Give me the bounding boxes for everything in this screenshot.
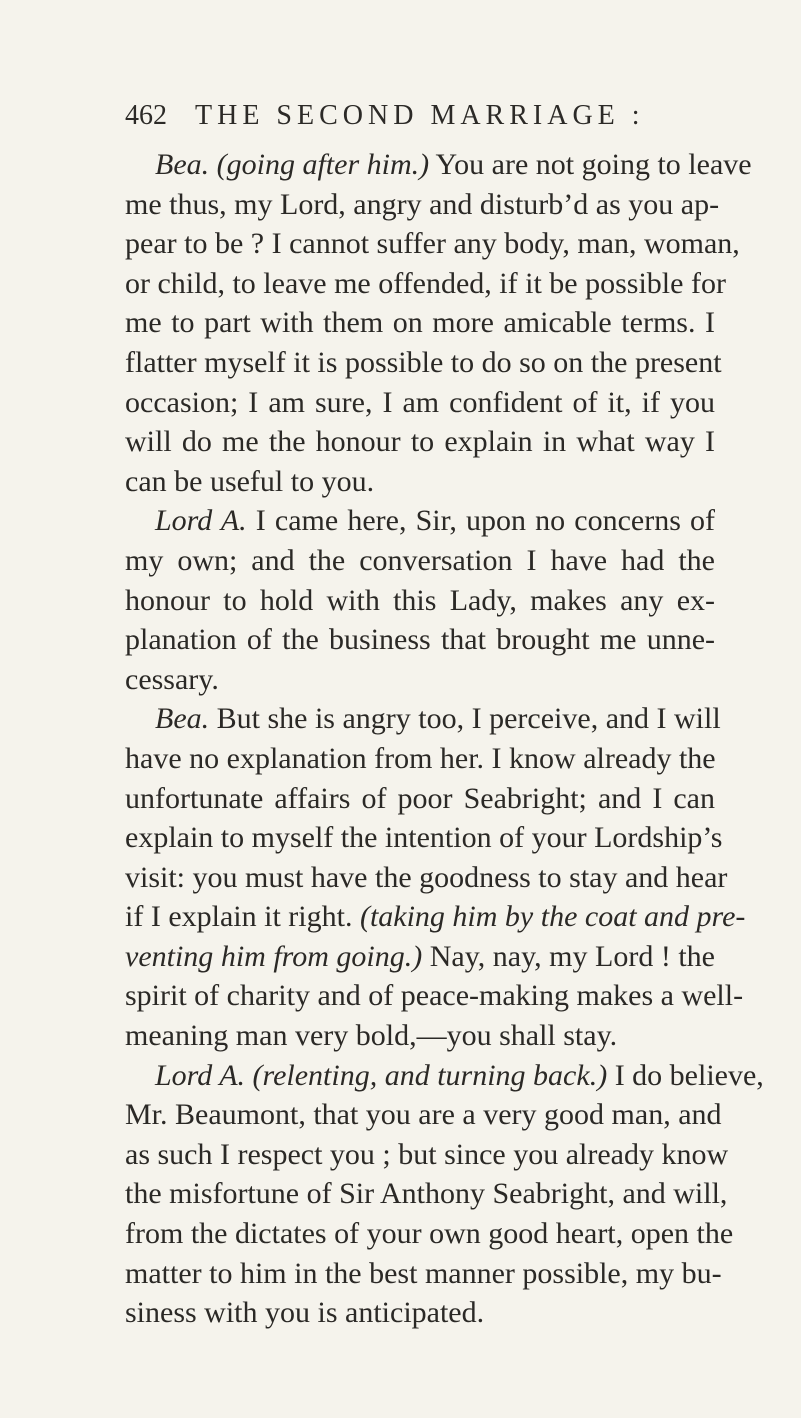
text-line [125,581,715,621]
line-text: siness with you is anticipated. [125,1296,485,1330]
text-line [125,1214,734,1254]
line-text: meaning man very bold,—you shall stay. [125,1019,618,1053]
line-text: will do me the honour to explain in what way I [125,425,715,459]
line-text: Nay, nay, my Lord ! the [422,939,715,973]
text-line [125,264,726,304]
stage-direction: Lord A. [155,504,247,538]
line-text: unfortunate affairs of poor Seabright; and I can [125,781,715,815]
line-text: I came here, Sir, upon no concerns of [246,504,716,538]
line-text: honour to hold with this Lady, makes any ex- [125,583,715,617]
text-line [125,343,722,383]
running-head-title: THE SECOND MARRIAGE : [195,100,645,131]
text-line [125,541,715,581]
text-line [125,818,723,858]
text-line [125,383,715,423]
line-text: the misfortune of Sir Anthony Seabright, and will, [125,1177,728,1211]
stage-direction: venting him from going.) [125,939,423,973]
line-text: But she is angry too, I perceive, and I will [209,702,721,736]
text-line [125,897,746,937]
text-line [125,224,740,264]
text-line [125,660,715,700]
running-head [125,100,685,136]
line-text: can be useful to you. [125,464,375,498]
text-line [125,1293,715,1333]
stage-direction: Bea. [155,702,210,736]
text-line [125,1135,729,1175]
text-line [125,303,715,343]
line-text: Mr. Beaumont, that you are a very good man, and [125,1098,722,1132]
text-line [125,1056,764,1096]
line-text: visit: you must have the goodness to stay and hear [125,860,728,894]
stage-direction: Bea. (going after him.) [155,148,430,181]
text-line [125,739,715,779]
line-text: if I explain it right. [125,900,353,934]
line-text: from the dictates of your own good heart, open the [125,1217,734,1251]
text-line [125,1095,722,1135]
text-line [125,1174,728,1214]
text-line [125,185,720,225]
line-text: pear to be ? I cannot suffer any body, man, woman, [125,227,740,261]
text-line [125,779,715,819]
page-number: 462 [125,100,167,131]
text-line [125,462,715,502]
text-line [125,422,715,462]
text-line [125,620,715,660]
stage-direction: Lord A. (relenting, and turning back.) [155,1058,608,1092]
line-text: me thus, my Lord, angry and disturb’d as you ap- [125,187,720,221]
line-text: as such I respect you ; but since you already know [125,1137,729,1171]
line-text: or child, to leave me offended, if it be possible for [125,266,726,300]
text-line [125,699,721,739]
line-text: cessary. [125,662,219,696]
text-line [125,1254,722,1294]
line-text: spirit of charity and of peace-making makes a well- [125,979,744,1013]
line-text: explain to myself the intention of your Lordship’s [125,821,723,855]
text-line [125,937,715,977]
dialogue-text [125,145,764,1333]
text-line [125,858,728,898]
text-line [125,976,744,1016]
text-line [125,1016,715,1056]
line-text: You are not going to leave [429,148,752,181]
line-text: have no explanation from her. I know already the [125,741,716,775]
line-text: matter to him in the best manner possible, my bu- [125,1256,722,1290]
line-text: my own; and the conversation I have had the [125,543,715,577]
line-text: I do believe, [607,1058,764,1092]
line-text: flatter myself it is possible to do so on the present [125,345,722,379]
line-text: planation of the business that brought me unne- [125,623,715,657]
text-line [125,145,752,185]
line-text: me to part with them on more amicable terms. I [125,306,715,340]
line-text: occasion; I am sure, I am confident of it, if you [125,385,715,419]
text-line [125,501,715,541]
stage-direction: (taking him by the coat and pre- [352,900,746,934]
